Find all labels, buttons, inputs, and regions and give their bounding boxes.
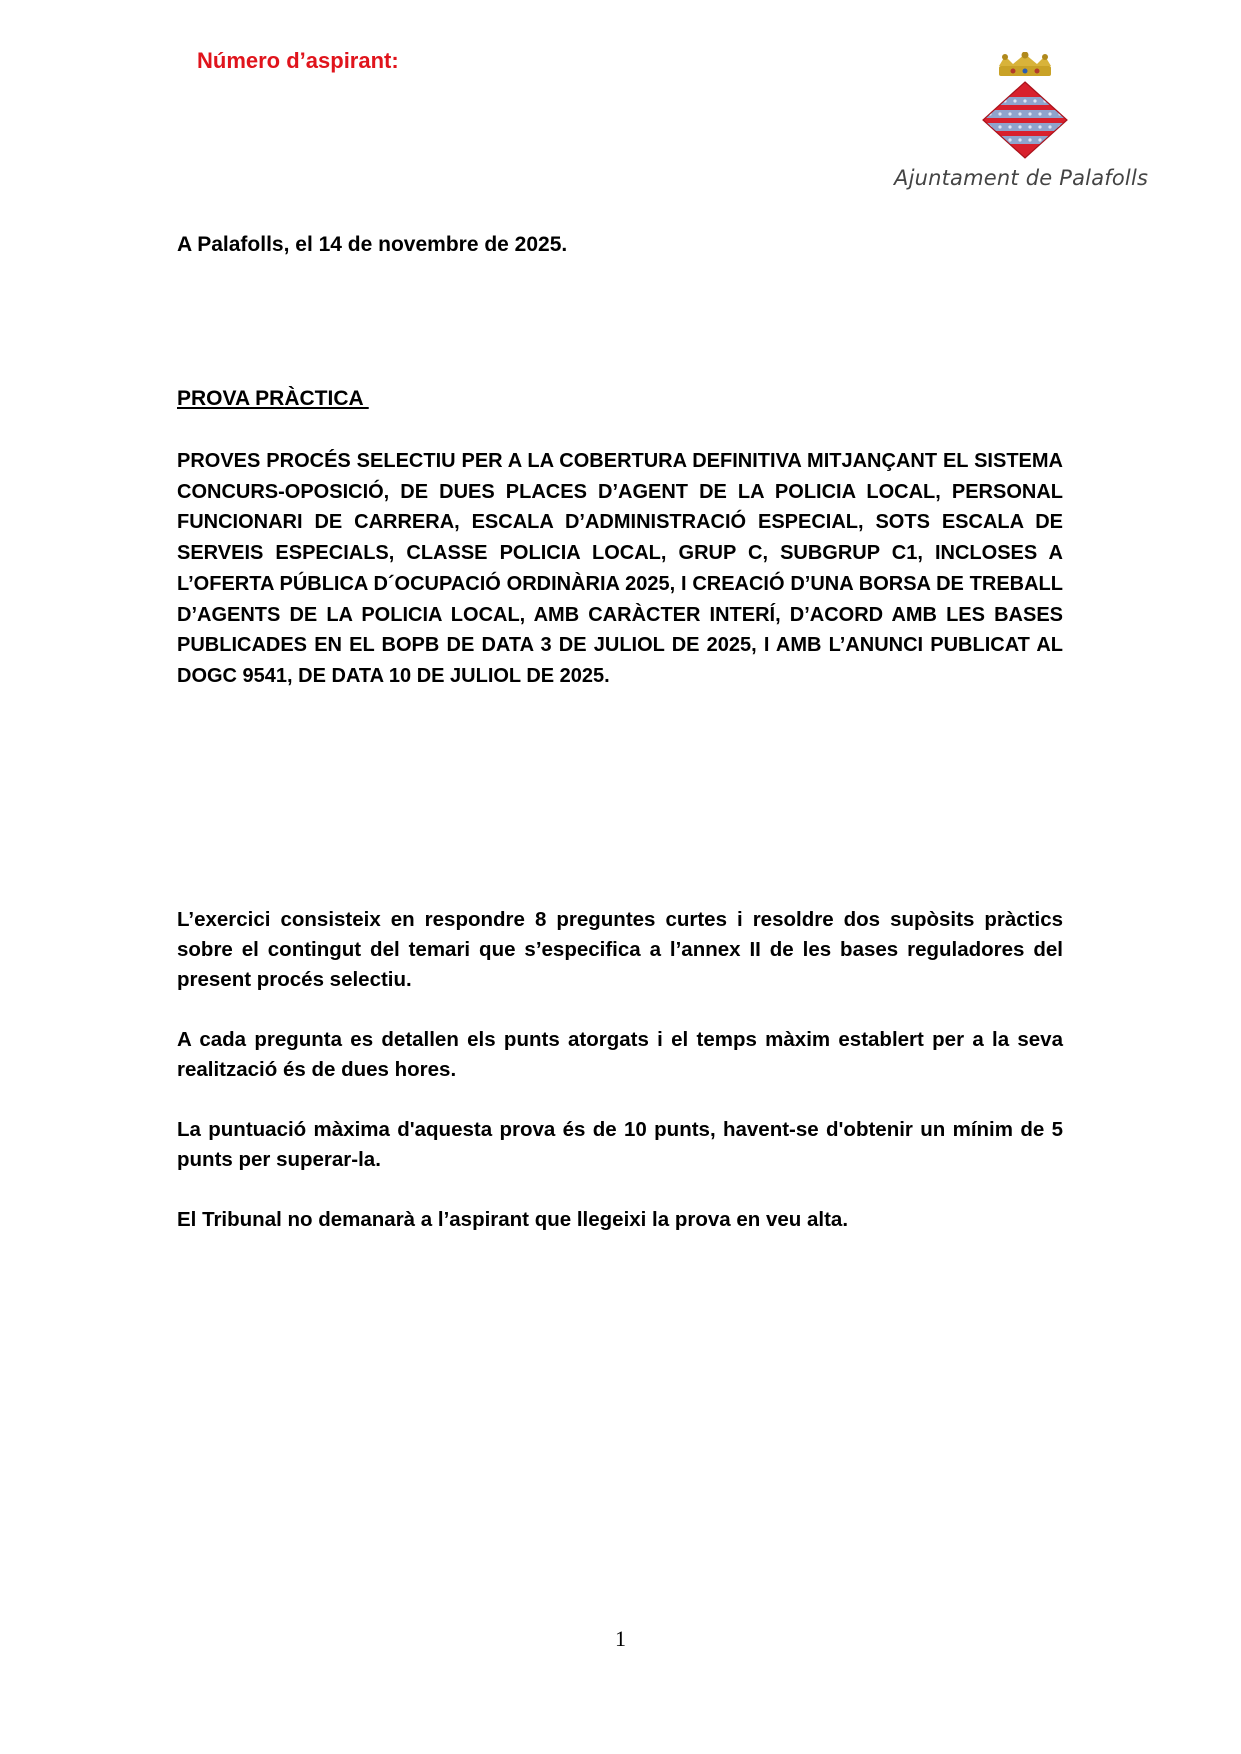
coat-of-arms-icon <box>975 52 1075 162</box>
aspirant-number-label: Número d’aspirant: <box>197 48 399 73</box>
paragraph-scoring: La puntuació màxima d'aquesta prova és de 10 punts, havent-se d'obtenir un mínim de 5 punts per superar-la. <box>177 1118 1063 1171</box>
crown-icon <box>999 52 1051 76</box>
paragraph-tribunal: El Tribunal no demanarà a l’aspirant que llegeixi la prova en veu alta. <box>177 1208 849 1231</box>
logo-text: Ajuntament de Palafolls <box>894 166 1149 190</box>
paragraph-points-time: A cada pregunta es detallen els punts atorgats i el temps màxim establert per a la seva realització és de dues hores. <box>177 1028 1063 1081</box>
document-date: A Palafolls, el 14 de novembre de 2025. <box>177 233 568 256</box>
municipal-logo <box>890 52 1160 202</box>
exam-description: PROVES PROCÉS SELECTIU PER A LA COBERTURA DEFINITIVA MITJANÇANT EL SISTEMA CONCURS-OPOSICIÓ, DE DUES PLACES D’AGENT DE LA POLICIA LOCAL, PERSONAL FUNCIONARI DE CARRERA, ESCALA D’ADMINISTRACIÓ ESPECIAL, SOTS ESCALA DE SERVEIS ESPECIALS, CLASSE POLICIA LOCAL, GRUP C, SUBGRUP C1, INCLOSES A L’OFERTA PÚBLICA D´OCUPACIÓ ORDINÀRIA 2025, I CREACIÓ D’UNA BORSA DE TREBALL D’AGENTS DE LA POLICIA LOCAL, AMB CARÀCTER INTERÍ, D’ACORD AMB LES BASES PUBLICADES EN EL BOPB DE DATA 3 DE JULIOL DE 2025, I AMB L’ANUNCI PUBLICAT AL DOGC 9541, DE DATA 10 DE JULIOL DE 2025. <box>177 450 1063 687</box>
paragraph-exercise: L’exercici consisteix en respondre 8 preguntes curtes i resoldre dos supòsits pràctics sobre el contingut del temari que s’especifica a l’annex II de les bases reguladores del present procés selectiu. <box>177 908 1063 991</box>
page-number: 1 <box>615 1626 626 1651</box>
document-heading: PROVA PRÀCTICA <box>177 387 369 410</box>
